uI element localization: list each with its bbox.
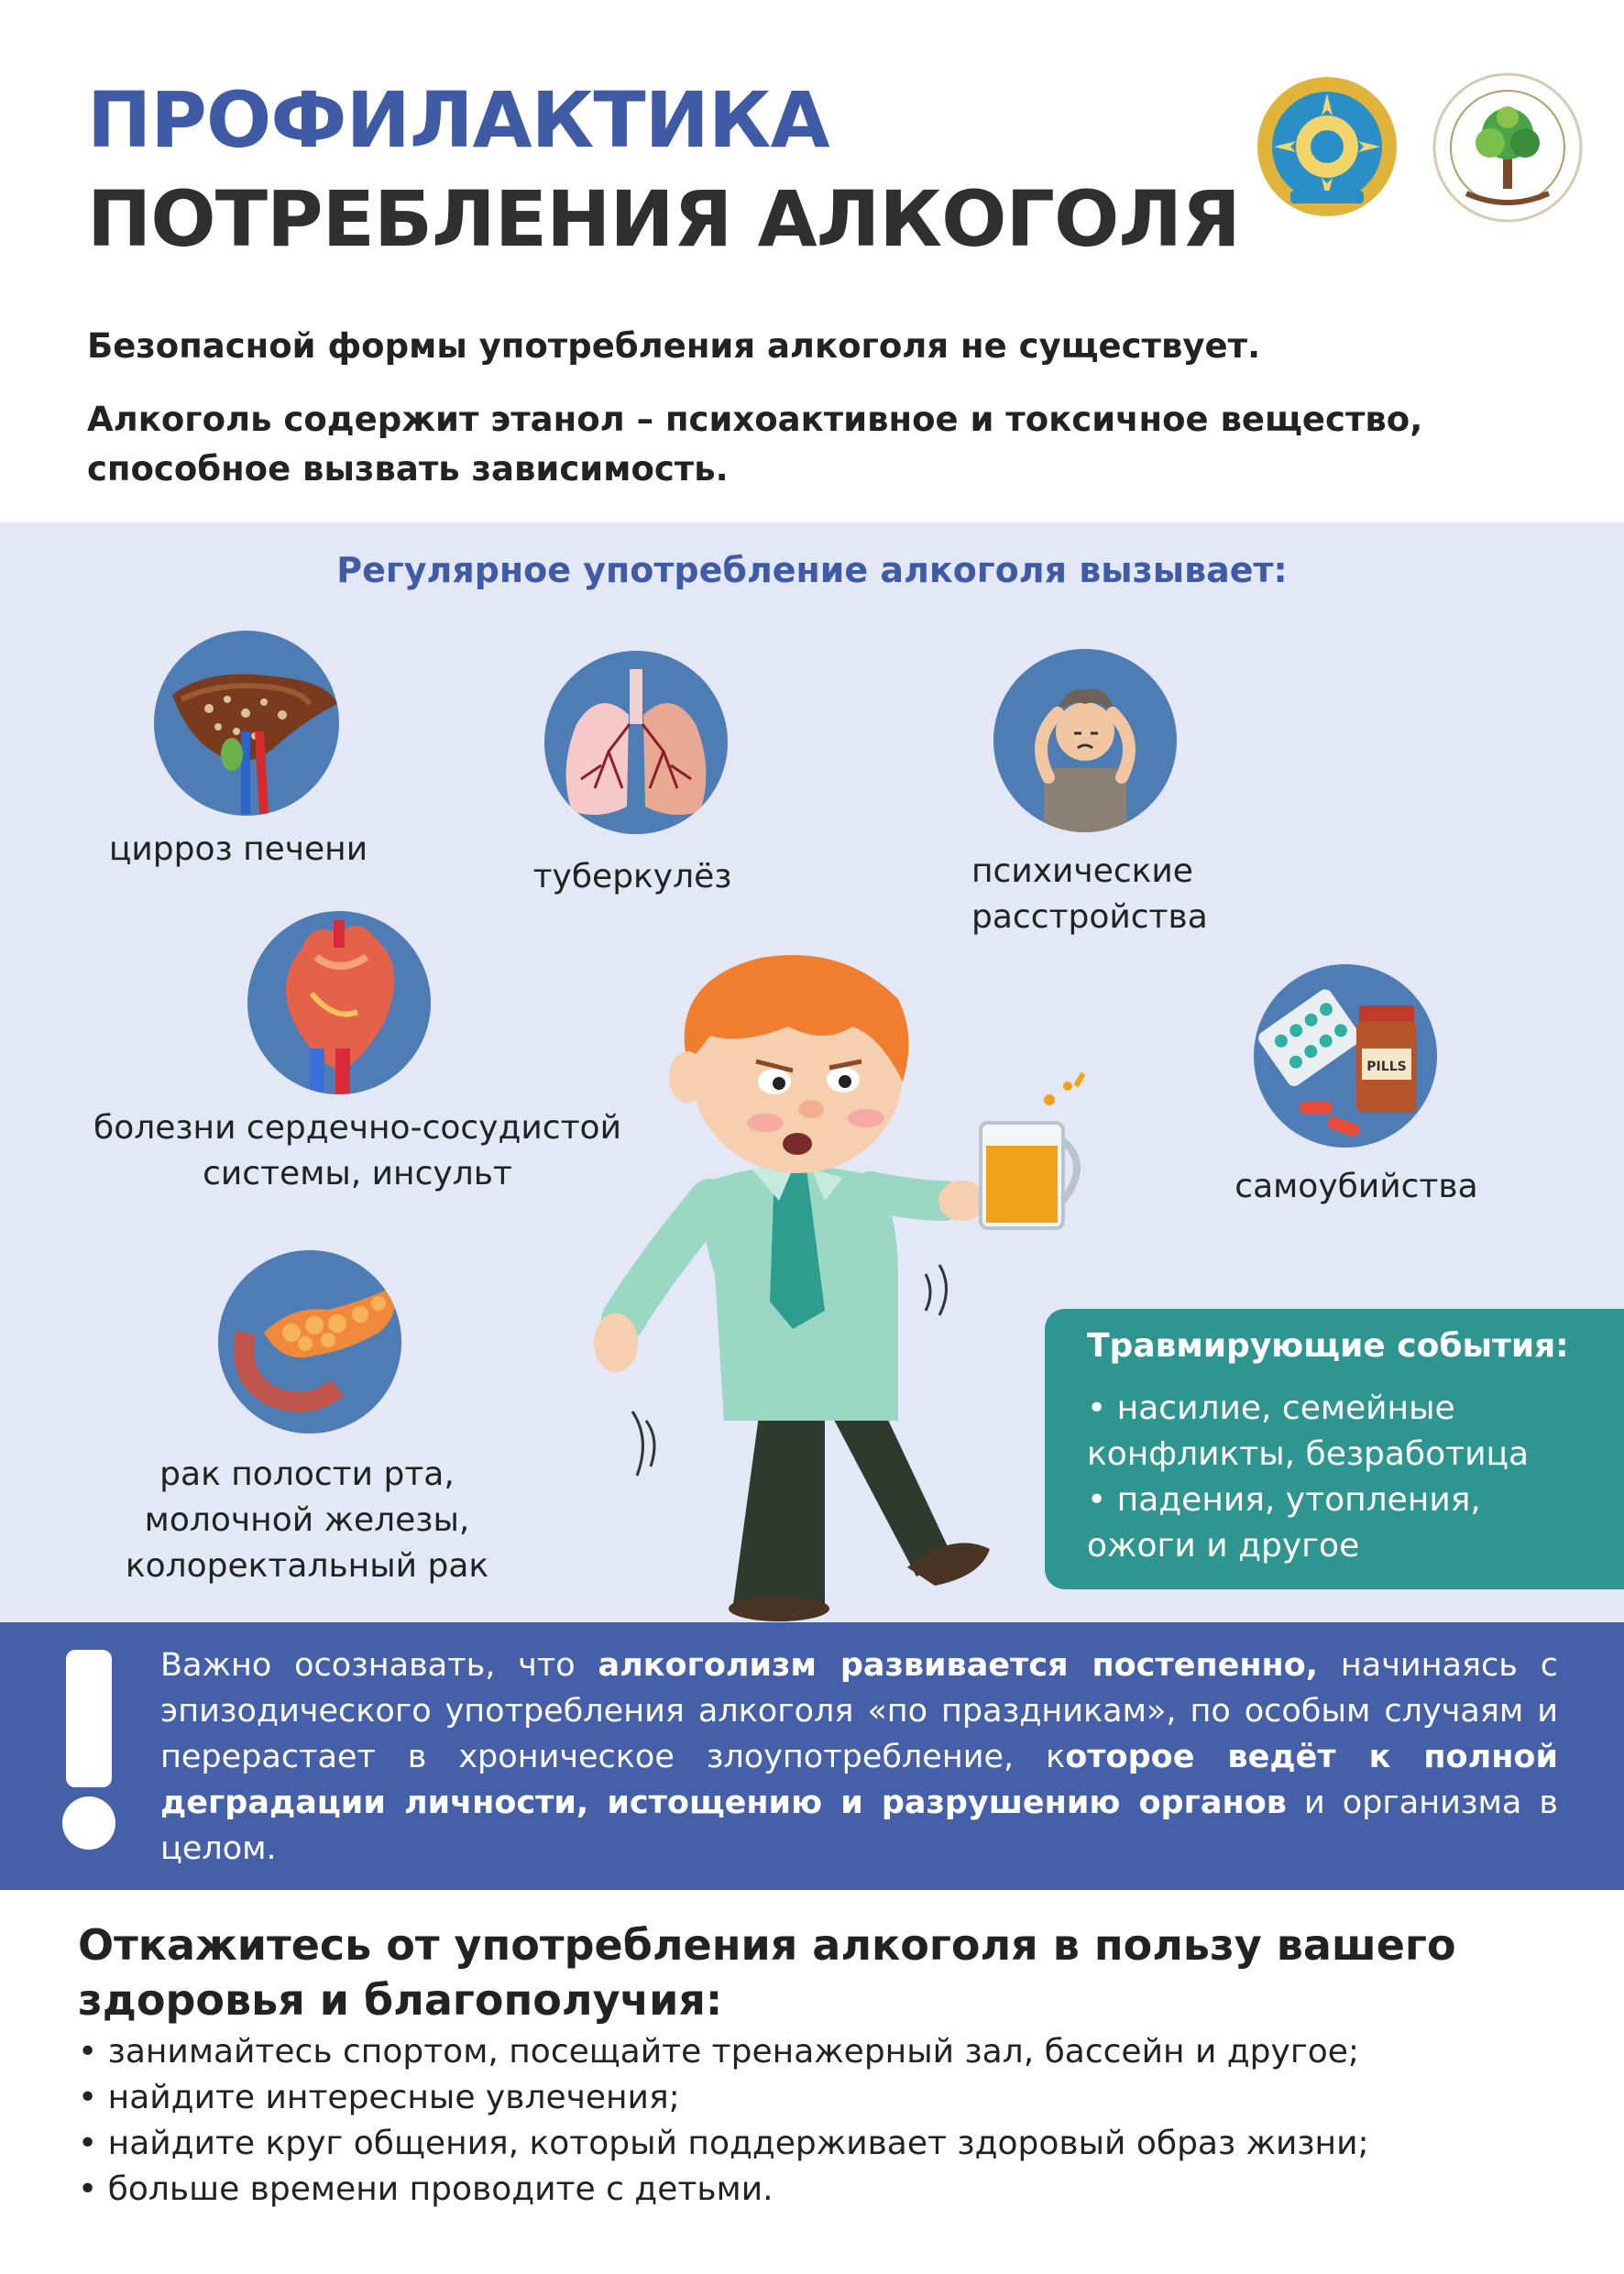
intro-statement-1: Безопасной формы употребления алкоголя не существует. bbox=[87, 326, 1261, 366]
heart-illustration bbox=[247, 911, 431, 1094]
suicide-label: самоубийства bbox=[1234, 1168, 1478, 1205]
cardio-label-1: болезни сердечно-сосудистой bbox=[93, 1109, 621, 1147]
warning-text-part-3: и организма в целом. bbox=[160, 1785, 1559, 1867]
intro-statement-2b: способное вызвать зависимость. bbox=[87, 449, 729, 489]
mental-label-2: расстройства bbox=[971, 898, 1208, 936]
advice-item: • найдите интересные увлечения; bbox=[78, 2079, 680, 2116]
page-title-line1: ПРОФИЛАКТИКА bbox=[87, 75, 829, 165]
warning-text-emphasis-1: алкоголизм развивается постепенно, bbox=[598, 1647, 1319, 1684]
advice-heading-line-1: Откажитесь от употребления алкоголя в пользу вашего bbox=[78, 1920, 1456, 1970]
cancer-label-2: молочной железы, bbox=[144, 1501, 470, 1539]
warning-text-emphasis-2: оторое ведёт к полной деградации личности, истощению и разрушению органов bbox=[160, 1739, 1558, 1821]
warning-text-part-1: Важно осознавать, что bbox=[160, 1647, 598, 1684]
health-center-logo bbox=[1430, 70, 1586, 225]
mental-label-1: психические bbox=[971, 852, 1193, 890]
tb-label: туберкулёз bbox=[532, 858, 732, 895]
trauma-line-4: ожоги и другое bbox=[1087, 1527, 1360, 1565]
drunk-boy-illustration bbox=[550, 926, 1100, 1622]
trauma-line-2: конфликты, безработица bbox=[1087, 1435, 1530, 1473]
exclamation-icon bbox=[66, 1650, 112, 1787]
pills-bottle-label: PILLS bbox=[1366, 1060, 1407, 1074]
section-heading: Регулярное употребление алкоголя вызывает: bbox=[336, 550, 1288, 590]
intro-statement-2a: Алкоголь содержит этанол – психоактивное и токсичное вещество, bbox=[87, 400, 1423, 439]
trauma-line-3: • падения, утопления, bbox=[1087, 1481, 1481, 1519]
cancer-label-3: колоректальный рак bbox=[125, 1547, 489, 1585]
advice-item: • занимайтесь спортом, посещайте тренажерный зал, бассейн и другое; bbox=[78, 2033, 1360, 2071]
trauma-line-1: • насилие, семейные bbox=[1087, 1390, 1455, 1427]
liver-label: цирроз печени bbox=[108, 830, 368, 868]
state-emblem-logo bbox=[1254, 73, 1400, 220]
warning-text bbox=[160, 1642, 1558, 1872]
pills-illustration bbox=[1254, 964, 1437, 1148]
cancer-label-1: рак полости рта, bbox=[159, 1456, 455, 1493]
pancreas-illustration bbox=[218, 1250, 401, 1434]
distressed-person-illustration bbox=[993, 649, 1177, 832]
trauma-heading: Травмирующие события: bbox=[1087, 1327, 1569, 1365]
advice-item: • больше времени проводите с детьми. bbox=[78, 2170, 774, 2208]
liver-illustration bbox=[154, 631, 339, 816]
advice-heading bbox=[78, 1917, 1456, 2027]
lungs-illustration bbox=[544, 651, 728, 834]
exclamation-dot-icon bbox=[62, 1796, 115, 1850]
cardio-label-2: системы, инсульт bbox=[203, 1155, 512, 1192]
advice-heading-line-2: здоровья и благополучия: bbox=[78, 1975, 723, 2025]
warning-text-part-2: начинаясь с эпизодического употребления алкоголя «по праздникам», по особым случаям и перерастает в хроническое злоупотребление, к bbox=[160, 1647, 1558, 1775]
page-title-line2: ПОТРЕБЛЕНИЯ АЛКОГОЛЯ bbox=[87, 174, 1240, 264]
advice-item: • найдите круг общения, который поддерживает здоровый образ жизни; bbox=[78, 2125, 1369, 2162]
